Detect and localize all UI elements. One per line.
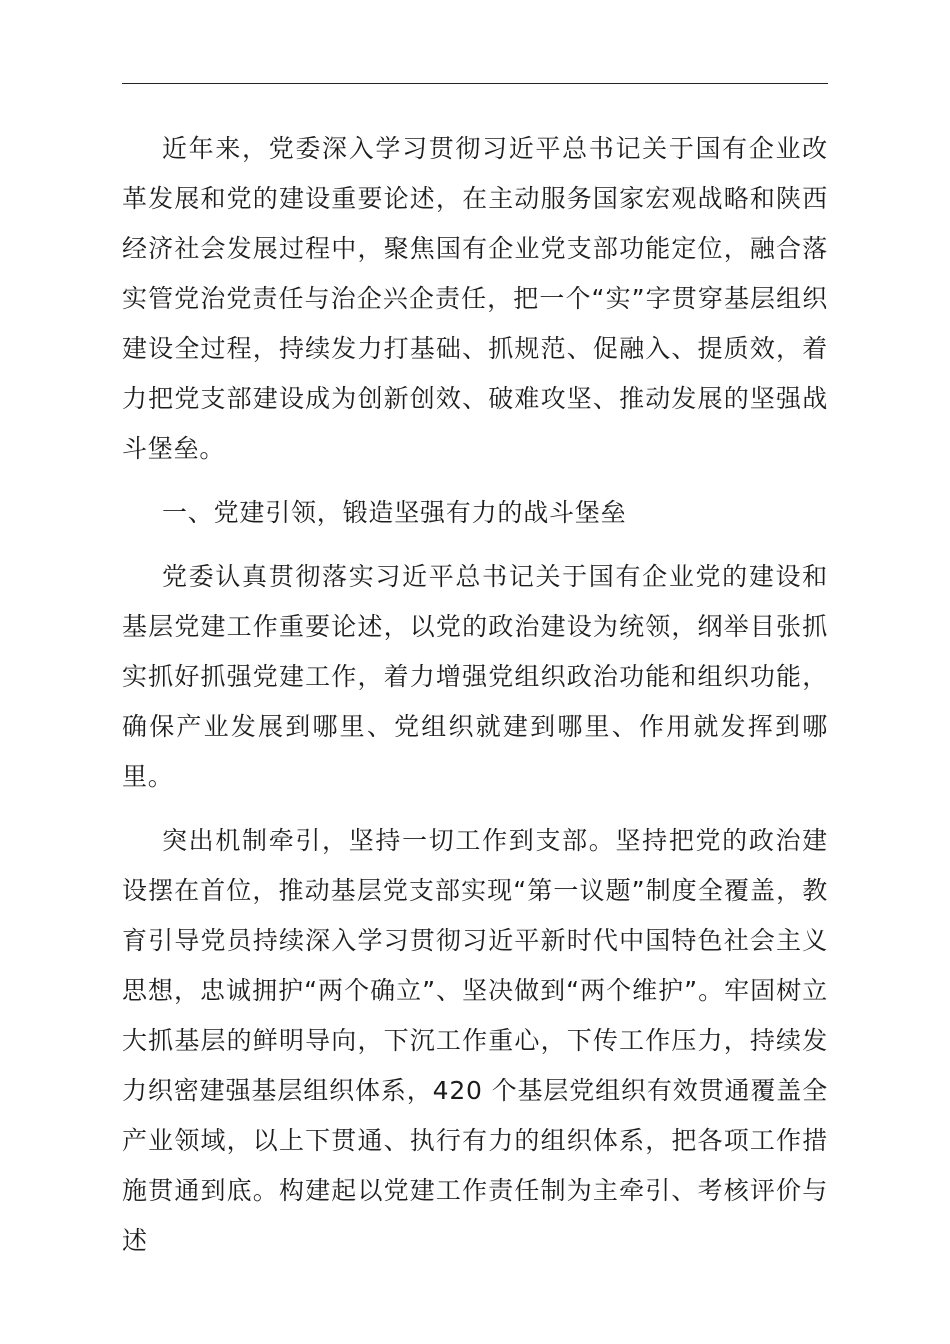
- section-heading: 一、党建引领，锻造坚强有力的战斗堡垒: [162, 498, 627, 527]
- intro-paragraph: 近年来，党委深入学习贯彻习近平总书记关于国有企业改革发展和党的建设重要论述，在主动服务国家宏观战略和陕西经济社会发展过程中，聚焦国有企业党支部功能定位，融合落实管党治党责任与治企兴企责任，把一个“实”字贯穿基层组织建设全过程，持续发力打基础、抓规范、促融入、提质效，着力把党支部建设成为创新创效、破难攻坚、推动发展的坚强战斗堡垒。: [122, 134, 828, 463]
- section-paragraph: 党委认真贯彻落实习近平总书记关于国有企业党的建设和基层党建工作重要论述，以党的政治建设为统领，纲举目张抓实抓好抓强党建工作，着力增强党组织政治功能和组织功能，确保产业发展到哪里、党组织就建到哪里、作用就发挥到哪里。: [122, 562, 828, 791]
- header-rule: [122, 83, 828, 84]
- mechanism-paragraph: 突出机制牵引，坚持一切工作到支部。坚持把党的政治建设摆在首位，推动基层党支部实现“第一议题”制度全覆盖，教育引导党员持续深入学习贯彻习近平新时代中国特色社会主义思想，忠诚拥护“两个确立”、坚决做到“两个维护”。牢固树立大抓基层的鲜明导向，下沉工作重心，下传工作压力，持续发力织密建强基层组织体系，420 个基层党组织有效贯通覆盖全产业领域，以上下贯通、执行有力的组织体系，把各项工作措施贯通到底。构建起以党建工作责任制为主牵引、考核评价与述: [122, 826, 828, 1255]
- document-body: [122, 124, 828, 1266]
